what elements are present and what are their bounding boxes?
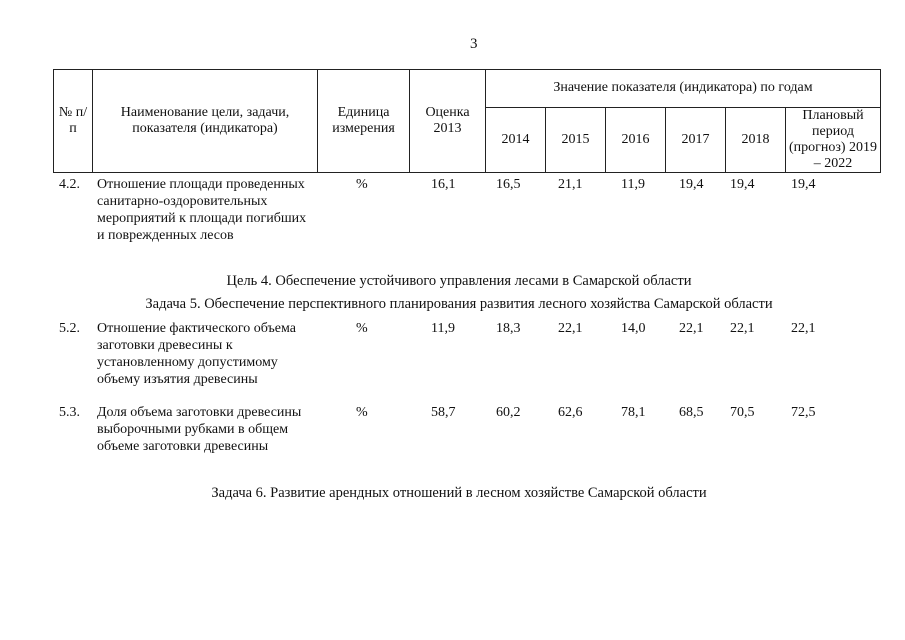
header-year: 2016 — [606, 108, 666, 173]
row-value: 19,4 — [730, 177, 755, 192]
header-year: 2017 — [666, 108, 726, 173]
row-number: 5.3. — [59, 405, 80, 420]
row-value: 68,5 — [679, 405, 704, 420]
page-number: 3 — [470, 36, 478, 52]
row-value: 11,9 — [431, 321, 455, 336]
row-unit: % — [356, 405, 368, 420]
row-name: Отношение площади проведенных санитарно-оздоровительных мероприятий к площади погибших и поврежденных лесов — [97, 177, 307, 243]
row-value: 18,3 — [496, 321, 521, 336]
row-value: 22,1 — [558, 321, 583, 336]
row-value: 14,0 — [621, 321, 646, 336]
task-5-heading: Задача 5. Обеспечение перспективного планирования развития лесного хозяйства Самарской области — [145, 296, 773, 312]
header-values-by-year: Значение показателя (индикатора) по годам — [486, 70, 881, 108]
task-6-heading: Задача 6. Развитие арендных отношений в лесном хозяйстве Самарской области — [211, 485, 707, 501]
row-value: 78,1 — [621, 405, 646, 420]
row-value: 22,1 — [730, 321, 755, 336]
row-value: 70,5 — [730, 405, 755, 420]
row-value: 16,5 — [496, 177, 521, 192]
row-name: Доля объема заготовки древесины выборочными рубками в общем объеме заготовки древесины — [97, 405, 302, 454]
row-value: 19,4 — [679, 177, 704, 192]
header-plan-period: Плановый период (прогноз) 2019 – 2022 — [786, 108, 881, 173]
header-year: 2015 — [546, 108, 606, 173]
row-value: 21,1 — [558, 177, 583, 192]
header-unit: Единица измерения — [318, 70, 410, 173]
row-number: 4.2. — [59, 177, 80, 192]
row-value: 60,2 — [496, 405, 521, 420]
header-estimate: Оценка 2013 — [410, 70, 486, 173]
table-header — [53, 69, 881, 173]
row-value: 16,1 — [431, 177, 456, 192]
header-year: 2014 — [486, 108, 546, 173]
row-value: 22,1 — [791, 321, 816, 336]
row-value: 22,1 — [679, 321, 704, 336]
row-unit: % — [356, 177, 368, 192]
row-value: 11,9 — [621, 177, 645, 192]
header-num: № п/п — [54, 70, 93, 173]
goal-4-heading: Цель 4. Обеспечение устойчивого управления лесами в Самарской области — [226, 273, 692, 289]
row-value: 58,7 — [431, 405, 456, 420]
row-value: 19,4 — [791, 177, 816, 192]
row-unit: % — [356, 321, 368, 336]
header-name: Наименование цели, задачи, показателя (индикатора) — [93, 70, 318, 173]
row-name: Отношение фактического объема заготовки древесины к установленному допустимому объему изъятия древесины — [97, 321, 296, 387]
row-number: 5.2. — [59, 321, 80, 336]
header-year: 2018 — [726, 108, 786, 173]
row-value: 62,6 — [558, 405, 583, 420]
row-value: 72,5 — [791, 405, 816, 420]
